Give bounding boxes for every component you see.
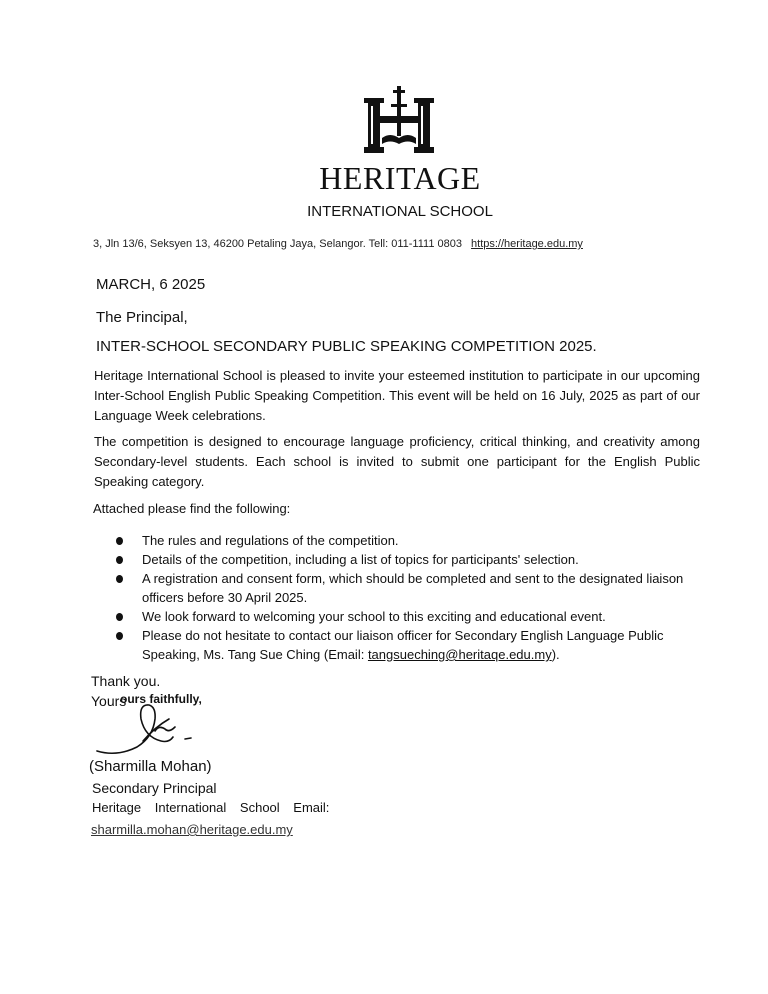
bullet-icon <box>116 632 123 640</box>
letter-date: MARCH, 6 2025 <box>96 276 206 293</box>
signer-name: (Sharmilla Mohan) <box>89 758 212 775</box>
list-item: The rules and regulations of the competition. <box>116 531 706 550</box>
signer-email-link[interactable]: sharmilla.mohan@heritage.edu.my <box>91 822 293 837</box>
list-item: Details of the competition, including a list of topics for participants' selection. <box>116 550 706 569</box>
salutation: The Principal, <box>96 309 188 326</box>
address-line <box>93 238 583 250</box>
liaison-email-link[interactable]: tangsueching@heritaqe.edu.my <box>367 647 552 662</box>
body-paragraph-2: The competition is designed to encourage language proficiency, critical thinking, and creativity among Secondary-level students. Each school is invited to submit one participant for the English Public Speaking category. <box>94 434 700 489</box>
list-item: Please do not hesitate to contact our liaison officer for Secondary English Language Public Speaking, Ms. Tang Sue Ching (Email: tangsueching@heritaqe.edu.my). <box>116 626 706 664</box>
signer-title: Secondary Principal <box>92 780 217 796</box>
bullet-icon <box>116 537 123 545</box>
school-subtitle: INTERNATIONAL SCHOOL <box>307 203 493 220</box>
attached-intro: Attached please find the following: <box>93 501 291 516</box>
school-address: 3, Jln 13/6, Seksyen 13, 46200 Petaling Jaya, Selangor. Tell: 011-1111 0803 <box>93 238 462 250</box>
closing-word: Yours <box>91 693 127 709</box>
closing-overlay: ours faithfully, <box>120 692 202 706</box>
body-paragraph-1: Heritage International School is pleased to invite your esteemed institution to participate in our upcoming Inter-School English Public Speaking Competition. This event will be held on 16 July, 2025 as part of our Language Week celebrations. <box>94 368 700 423</box>
list-item: We look forward to welcoming your school to this exciting and educational event. <box>116 607 706 626</box>
school-website-link[interactable]: https://heritage.edu.my <box>471 238 583 250</box>
bullet-icon <box>116 613 123 621</box>
heritage-crest-icon <box>364 86 434 156</box>
list-item: A registration and consent form, which should be completed and sent to the designated liaison officers before 30 April 2025. <box>116 569 706 607</box>
bullet-icon <box>116 556 123 564</box>
school-name: HERITAGE <box>319 160 481 196</box>
attachment-list <box>116 531 706 664</box>
thank-you-text: Thank you. <box>91 673 161 689</box>
handwritten-signature-icon <box>95 697 205 759</box>
signer-school: Heritage International School Email: <box>92 800 330 815</box>
letter-subject: INTER-SCHOOL SECONDARY PUBLIC SPEAKING COMPETITION 2025. <box>96 338 597 355</box>
bullet-icon <box>116 575 123 583</box>
